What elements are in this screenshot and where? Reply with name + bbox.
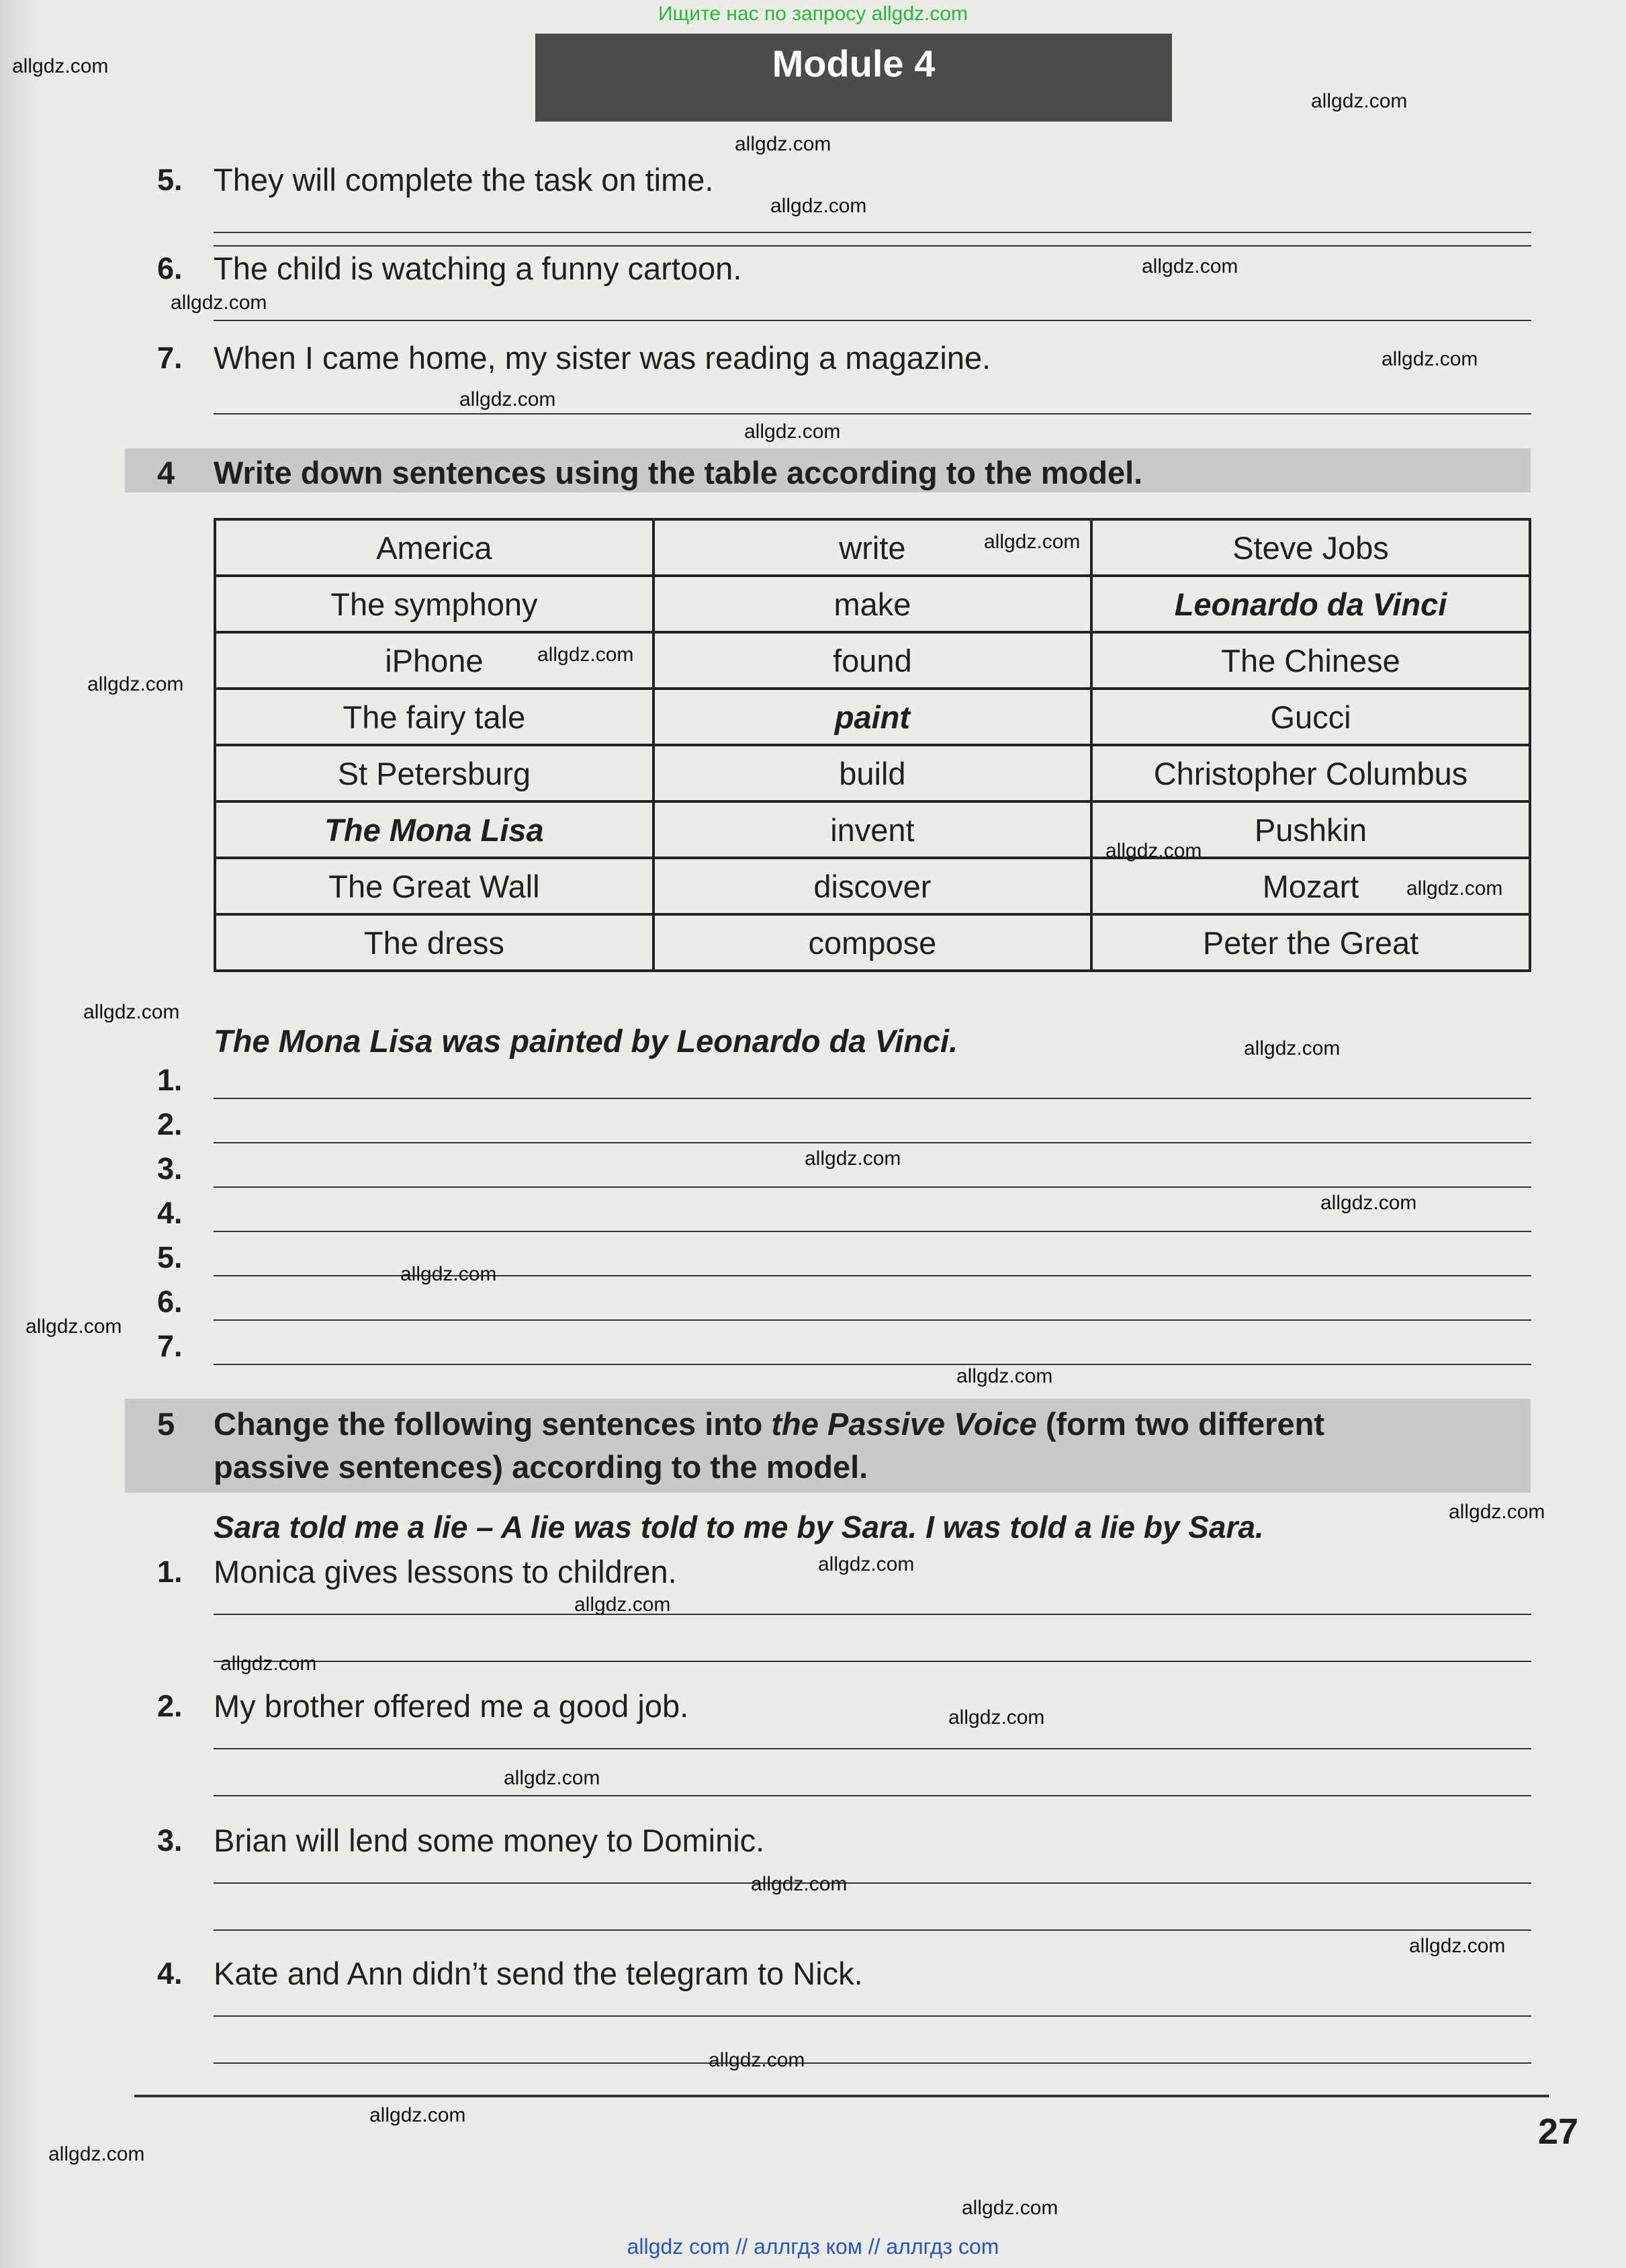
answer-line <box>214 320 1531 321</box>
table-cell: Christopher Columbus <box>1091 745 1530 801</box>
table-row <box>215 745 1530 801</box>
answer-line <box>214 1319 1531 1321</box>
section5-number: 5 <box>157 1406 175 1442</box>
answer-line <box>214 1186 1531 1188</box>
watermark-text: allgdz.com <box>48 2143 145 2165</box>
watermark-text: allgdz.com <box>984 531 1081 553</box>
watermark-text: allgdz.com <box>26 1315 122 1338</box>
table-cell: paint <box>653 689 1091 745</box>
answer-number: 7. <box>157 1329 183 1363</box>
item-number: 2. <box>157 1689 183 1723</box>
table-cell: The Great Wall <box>215 858 653 914</box>
page-fold-shadow <box>0 0 40 2268</box>
table-cell: America <box>215 519 653 576</box>
answer-number: 2. <box>157 1107 183 1141</box>
table-cell: The dress <box>215 914 653 971</box>
table-row <box>215 632 1530 689</box>
answer-line <box>214 1748 1531 1749</box>
answer-line <box>214 232 1531 233</box>
section5-instruction: Change the following sentences into the Passive Voice (form two different <box>214 1406 1324 1442</box>
table-row <box>215 576 1530 632</box>
watermark-text: allgdz.com <box>1244 1037 1341 1059</box>
watermark-text: allgdz.com <box>504 1767 600 1789</box>
answer-line <box>214 1661 1531 1662</box>
item-text: Kate and Ann didn’t send the telegram to Nick. <box>214 1956 863 1991</box>
watermark-text: allgdz.com <box>962 2197 1058 2219</box>
table-cell: build <box>653 745 1091 801</box>
table-cell: The Chinese <box>1091 632 1530 689</box>
table-row <box>215 689 1530 745</box>
answer-line <box>214 1882 1531 1884</box>
word-table <box>214 518 1531 972</box>
watermark-text: allgdz.com <box>805 1147 901 1170</box>
answer-line <box>214 1929 1531 1931</box>
watermark-text: allgdz.com <box>1105 840 1202 862</box>
watermark-text: allgdz.com <box>948 1706 1045 1729</box>
answer-number: 6. <box>157 1284 183 1319</box>
watermark-text: allgdz.com <box>220 1653 317 1675</box>
table-cell: St Petersburg <box>215 745 653 801</box>
section5-model: Sara told me a lie – A lie was told to me by Sara. I was told a lie by Sara. <box>214 1510 1264 1544</box>
watermark-text: allgdz.com <box>87 673 184 695</box>
watermark-text: allgdz.com <box>956 1365 1053 1387</box>
watermark-text: allgdz.com <box>1409 1935 1506 1957</box>
table-cell: Pushkin <box>1091 801 1530 858</box>
watermark-text: allgdz.com <box>744 421 841 443</box>
watermark-text: allgdz.com <box>459 388 556 410</box>
footer-links[interactable]: allgdz com // аллгдз ком // аллгдз com <box>627 2234 999 2259</box>
answer-line <box>214 1364 1531 1365</box>
watermark-text: allgdz.com <box>171 292 267 314</box>
table-cell: found <box>653 632 1091 689</box>
watermark-text: allgdz.com <box>369 2104 466 2126</box>
table-cell: Mozart <box>1091 858 1530 914</box>
table-cell: Gucci <box>1091 689 1530 745</box>
table-cell: compose <box>653 914 1091 971</box>
bottom-rule <box>134 2095 1549 2097</box>
watermark-text: allgdz.com <box>818 1553 915 1575</box>
item-text: Brian will lend some money to Dominic. <box>214 1823 765 1858</box>
answer-line <box>214 2062 1531 2064</box>
watermark-text: allgdz.com <box>1311 90 1408 112</box>
table-cell: invent <box>653 801 1091 858</box>
table-cell: make <box>653 576 1091 632</box>
watermark-text: allgdz.com <box>574 1594 671 1616</box>
item-number: 1. <box>157 1555 183 1589</box>
answer-line <box>214 1795 1531 1796</box>
section4-instruction: Write down sentences using the table according to the model. <box>214 455 1143 490</box>
table-row <box>215 801 1530 858</box>
answer-line <box>214 1098 1531 1099</box>
section4-model: The Mona Lisa was painted by Leonardo da Vinci. <box>214 1023 958 1059</box>
top-banner: Ищите нас по запросу allgdz.com <box>658 3 968 25</box>
table-cell: Peter the Great <box>1091 914 1530 971</box>
item-text: My brother offered me a good job. <box>214 1688 689 1724</box>
module-title: Module 4 <box>772 42 936 85</box>
page-number: 27 <box>1538 2111 1579 2152</box>
watermark-text: allgdz.com <box>735 133 831 155</box>
watermark-text: allgdz.com <box>709 2049 805 2071</box>
watermark-text: allgdz.com <box>1142 255 1238 277</box>
table-row <box>215 914 1530 971</box>
watermark-text: allgdz.com <box>1320 1192 1417 1214</box>
table-row <box>215 858 1530 914</box>
table-cell: Steve Jobs <box>1091 519 1530 576</box>
answer-line <box>214 413 1531 415</box>
item-number: 3. <box>157 1823 183 1858</box>
answer-line <box>214 1142 1531 1143</box>
answer-line <box>214 1231 1531 1232</box>
answer-line <box>214 2015 1531 2017</box>
answer-number: 4. <box>157 1196 183 1230</box>
item-number: 4. <box>157 1956 183 1991</box>
answer-line <box>214 245 1531 247</box>
section4-number: 4 <box>157 455 175 490</box>
watermark-text: allgdz.com <box>770 195 867 217</box>
answer-number: 1. <box>157 1063 183 1097</box>
watermark-text: allgdz.com <box>537 644 634 666</box>
watermark-text: allgdz.com <box>1449 1501 1545 1523</box>
table-cell: The fairy tale <box>215 689 653 745</box>
table-cell: The Mona Lisa <box>215 801 653 858</box>
answer-line <box>214 1614 1531 1615</box>
watermark-text: allgdz.com <box>400 1263 497 1285</box>
answer-number: 5. <box>157 1240 183 1274</box>
table-cell: discover <box>653 858 1091 914</box>
table-cell: write <box>653 519 1091 576</box>
watermark-text: allgdz.com <box>83 1001 180 1023</box>
answer-number: 3. <box>157 1151 183 1186</box>
item-text: Monica gives lessons to children. <box>214 1554 677 1589</box>
watermark-text: allgdz.com <box>12 55 109 77</box>
table-row <box>215 519 1530 576</box>
section5-instruction-line2: passive sentences) according to the model. <box>214 1449 868 1485</box>
table-cell: iPhone <box>215 632 653 689</box>
watermark-text: allgdz.com <box>1406 877 1503 900</box>
table-cell: The symphony <box>215 576 653 632</box>
watermark-text: allgdz.com <box>1382 348 1478 370</box>
watermark-text: allgdz.com <box>751 1873 848 1895</box>
table-cell: Leonardo da Vinci <box>1091 576 1530 632</box>
